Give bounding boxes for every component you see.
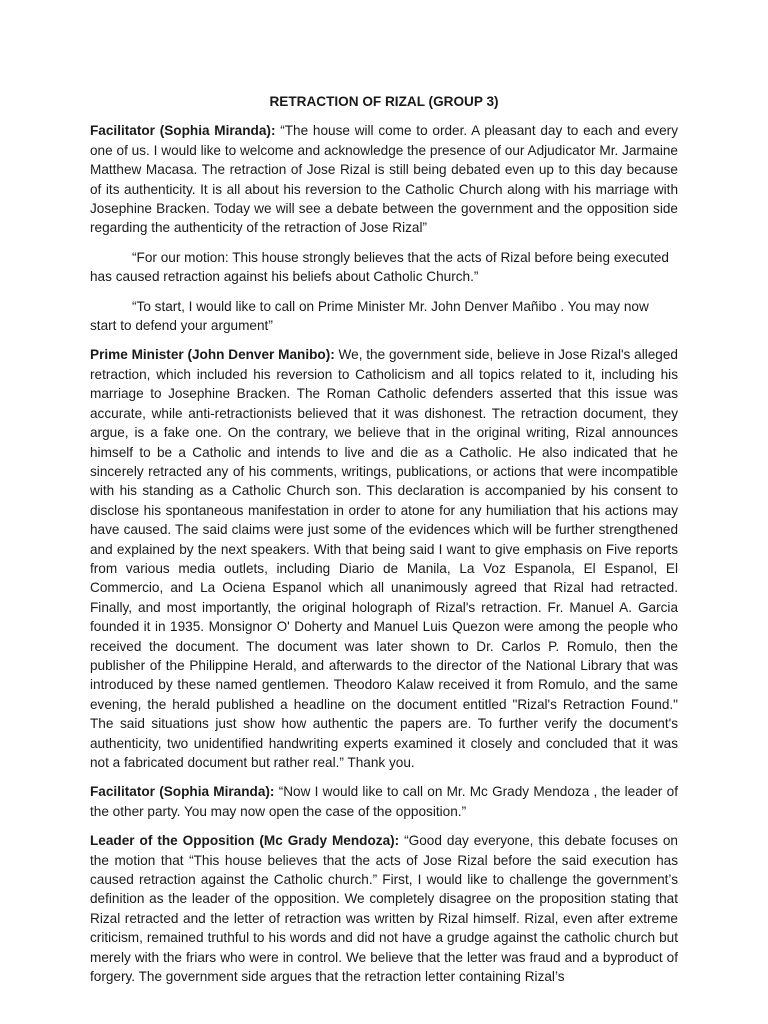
paragraph-facilitator-opening — [90, 121, 678, 237]
paragraph-text: “For our motion: This house strongly believes that the acts of Rizal before being executed has caused retraction against his beliefs about Catholic Church.” — [90, 249, 669, 285]
speaker-label: Leader of the Opposition (Mc Grady Mendoza): — [90, 833, 400, 849]
paragraph-facilitator-call-opposition — [90, 782, 678, 821]
speaker-label: Facilitator (Sophia Miranda): — [90, 784, 275, 800]
paragraph-text: We, the government side, believe in Jose Rizal's alleged retraction, which included his reversion to Catholicism and all topics related to it, including his marriage to Josephine Bracken. The Roman Catholic defenders asserted that this issue was accurate, while anti-retractionists believed that it was dishonest. The retraction document, they argue, is a fake one. On the contrary, we believe that in the original writing, Rizal announces himself to be a Catholic and intends to live and die as a Catholic. He also indicated that he sincerely retracted any of his comments, writings, publications, or actions that were incompatible with his standing as a Catholic Church son. This declaration is accompanied by his consent to disclose his spontaneous manifestation in order to atone for any humiliation that his actions may have caused. The said claims were just some of the evidences which will be further strengthened and explained by the next speakers. With that being said I want to give emphasis on Five reports from various media outlets, including Diario de Manila, La Voz Espanola, El Espanol, El Commercio, and La Ociena Espanol which all unanimously agreed that Rizal had retracted. Finally, and most importantly, the original holograph of Rizal's retraction. Fr. Manuel A. Garcia founded it in 1935. Monsignor O' Doherty and Manuel Luis Quezon were among the people who received the document. The document was later shown to Dr. Carlos P. Romulo, then the publisher of the Philippine Herald, and afterwards to the director of the National Library that was introduced by these named gentlemen. Theodoro Kalaw received it from Romulo, and the same evening, the herald published a headline on the document entitled "Rizal's Retraction Found." The said situations just show how authentic the papers are. To further verify the document's authenticity, two unidentified handwriting experts examined it closely and concluded that it was not a fabricated document but rather real.” Thank you. — [90, 347, 678, 770]
paragraph-motion — [90, 248, 678, 287]
paragraph-text: “The house will come to order. A pleasant day to each and every one of us. I would like to welcome and acknowledge the presence of our Adjudicator Mr. Jarmaine Matthew Macasa. The retraction of Jose Rizal is still being debated even up to this day because of its authenticity. It is all about his reversion to the Catholic Church along with his marriage with Josephine Bracken. Today we will see a debate between the government and the opposition side regarding the authenticity of the retraction of Jose Rizal” — [90, 123, 678, 236]
document-title: RETRACTION OF RIZAL (GROUP 3) — [269, 94, 499, 109]
speaker-label: Facilitator (Sophia Miranda): — [90, 123, 276, 139]
paragraph-text: “Now I would like to call on Mr. Mc Grady Mendoza , the leader of the other party. You may now open the case of the opposition.” — [90, 784, 679, 819]
paragraph-prime-minister — [90, 345, 678, 772]
paragraph-text: “To start, I would like to call on Prime Minister Mr. John Denver Mañibo . You may now start to defend your argument” — [90, 298, 649, 334]
speaker-label: Prime Minister (John Denver Manibo): — [90, 347, 335, 363]
paragraph-text: “Good day everyone, this debate focuses on the motion that “This house believes that the acts of Jose Rizal before the said execution has caused retraction against the Catholic church.” First, I would like to challenge the government’s definition as the leader of the opposition. We completely disagree on the proposition stating that Rizal retracted and the letter of retraction was written by Rizal himself. Rizal, even after extreme criticism, remained truthful to his words and did not have a grudge against the catholic church but merely with the friars who were in control. We believe that the letter was fraud and a byproduct of forgery. The government side argues that the retraction letter containing Rizal’s — [90, 833, 678, 985]
document-page — [90, 92, 678, 996]
paragraph-leader-opposition — [90, 831, 678, 986]
paragraph-call-prime-minister — [90, 297, 678, 336]
